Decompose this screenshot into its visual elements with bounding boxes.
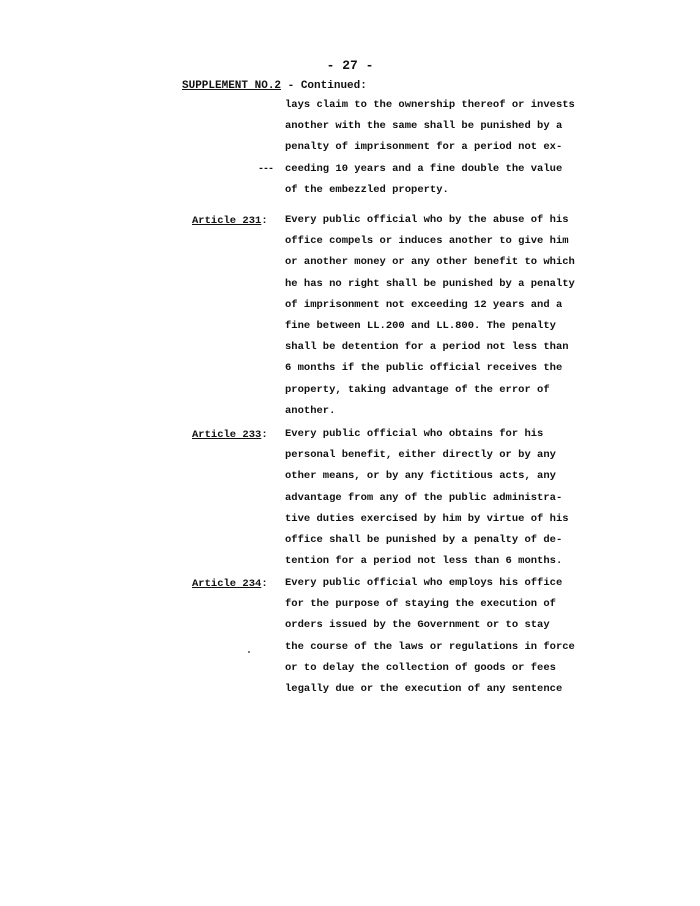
article-234-body [285, 573, 575, 700]
article-label-text: Article 233 [192, 429, 262, 441]
paragraph-line: the course of the laws or regulations in force [285, 640, 575, 653]
paragraph-line: ceeding 10 years and a fine double the value [285, 162, 563, 175]
paragraph-line: or another money or any other benefit to which [285, 256, 575, 269]
margin-mark: --- [258, 164, 274, 175]
paragraph-line: advantage from any of the public administra- [285, 491, 563, 504]
paragraph-line: shall be detention for a period not less than [285, 341, 569, 354]
stray-dot-mark [248, 651, 250, 653]
supplement-suffix: - Continued: [281, 80, 367, 92]
paragraph-line: tive duties exercised by him by virtue of his [285, 512, 569, 525]
paragraph-line: fine between LL.200 and LL.800. The penalty [285, 320, 556, 333]
supplement-label: SUPPLEMENT NO.2 [182, 80, 282, 92]
paragraph-line: tention for a period not less than 6 months. [285, 555, 563, 568]
article-233-label [192, 429, 268, 441]
article-231-body [285, 210, 575, 422]
supplement-heading [182, 80, 367, 92]
paragraph-line: another. [285, 404, 336, 417]
paragraph-line: he has no right shall be punished by a penalty [285, 277, 575, 290]
paragraph-line: Every public official who employs his office [285, 577, 563, 589]
article-233-body [285, 424, 569, 572]
paragraph-line: property, taking advantage of the error of [285, 383, 550, 396]
paragraph-line: or to delay the collection of goods or fees [285, 661, 556, 674]
paragraph-line: legally due or the execution of any sentence [285, 683, 563, 696]
article-label-text: Article 234 [192, 578, 262, 590]
paragraph-line: Every public official who by the abuse of his [285, 214, 569, 226]
article-label-colon: : [261, 429, 268, 441]
article-231-label [192, 215, 268, 227]
paragraph-line: Every public official who obtains for his [285, 428, 544, 440]
intro-paragraph [285, 95, 575, 201]
article-label-colon: : [261, 215, 268, 227]
paragraph-line: another with the same shall be punished by a [285, 120, 563, 133]
article-label-text: Article 231 [192, 215, 262, 227]
paragraph-line: of imprisonment not exceeding 12 years and a [285, 298, 563, 311]
page-number: - 27 - [326, 58, 374, 73]
paragraph-line: lays claim to the ownership thereof or invests [285, 99, 575, 111]
article-label-colon: : [261, 578, 268, 590]
paragraph-line: office compels or induces another to give him [285, 235, 569, 248]
paragraph-line: penalty of imprisonment for a period not ex- [285, 141, 563, 154]
paragraph-line: other means, or by any fictitious acts, any [285, 470, 556, 483]
paragraph-line: orders issued by the Government or to stay [285, 619, 550, 632]
paragraph-line: personal benefit, either directly or by any [285, 449, 556, 462]
paragraph-line: of the embezzled property. [285, 183, 449, 196]
paragraph-line: 6 months if the public official receives the [285, 362, 563, 375]
paragraph-line: for the purpose of staying the execution of [285, 598, 556, 611]
paragraph-line: office shall be punished by a penalty of de- [285, 534, 563, 547]
article-234-label [192, 578, 268, 590]
